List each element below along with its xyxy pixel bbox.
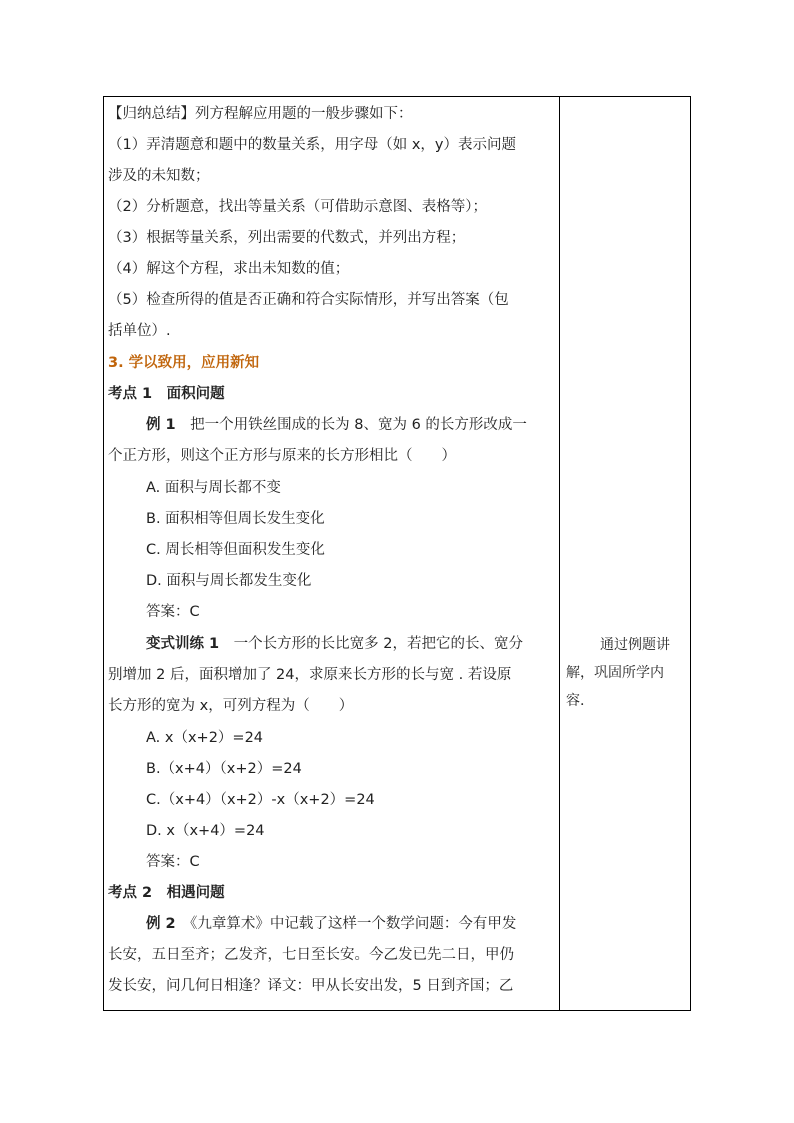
summary-step-3: （3）根据等量关系，列出需要的代数式，并列出方程； bbox=[108, 230, 466, 246]
example-1-line-a bbox=[146, 415, 527, 435]
summary-step-4: （4）解这个方程，求出未知数的值； bbox=[108, 261, 350, 277]
point-2-heading: 考点 2 相遇问题 bbox=[108, 885, 225, 901]
example-1-label: 例 1 bbox=[146, 417, 176, 433]
side-note-line-1: 通过例题讲 bbox=[600, 637, 670, 653]
summary-step-2: （2）分析题意，找出等量关系（可借助示意图、表格等）； bbox=[108, 199, 487, 215]
example-2-label: 例 2 bbox=[146, 916, 176, 932]
variant-1-label: 变式训练 1 bbox=[146, 636, 220, 652]
point-1-heading: 考点 1 面积问题 bbox=[108, 386, 225, 402]
summary-step-5b: 括单位）. bbox=[108, 323, 171, 339]
example-2-line-a bbox=[146, 914, 516, 934]
variant-1-option-a: A. x（x+2）=24 bbox=[146, 730, 264, 746]
example-1-text-a: 把一个用铁丝围成的长为 8、宽为 6 的长方形改成一 bbox=[175, 417, 527, 433]
example-1-option-a: A. 面积与周长都不变 bbox=[146, 480, 281, 496]
example-1-option-b: B. 面积相等但周长发生变化 bbox=[146, 511, 325, 527]
variant-1-option-c: C.（x+4）（x+2）-x（x+2）=24 bbox=[146, 792, 375, 808]
lesson-table bbox=[103, 96, 691, 1011]
variant-1-text-a: 一个长方形的长比宽多 2，若把它的长、宽分 bbox=[219, 636, 523, 652]
summary-step-1a: （1）弄清题意和题中的数量关系，用字母（如 x，y）表示问题 bbox=[108, 137, 516, 153]
variant-1-line-b: 别增加 2 后，面积增加了 24，求原来长方形的长与宽 . 若设原 bbox=[108, 667, 512, 683]
example-2-line-c: 发长安，问几何日相逢？译文：甲从长安出发，5 日到齐国；乙 bbox=[108, 978, 514, 994]
example-1-option-d: D. 面积与周长都发生变化 bbox=[146, 573, 312, 589]
example-2-line-b: 长安，五日至齐；乙发齐，七日至长安。今乙发已先二日，甲仍 bbox=[108, 947, 514, 963]
variant-1-line-a bbox=[146, 634, 523, 654]
example-2-text-a: 《九章算术》中记载了这样一个数学问题：今有甲发 bbox=[175, 916, 517, 932]
section-3-heading: 3. 学以致用，应用新知 bbox=[108, 355, 260, 371]
example-1-option-c: C. 周长相等但面积发生变化 bbox=[146, 542, 325, 558]
column-divider bbox=[559, 97, 560, 1010]
summary-title: 【归纳总结】列方程解应用题的一般步骤如下： bbox=[108, 106, 413, 122]
variant-1-answer: 答案：C bbox=[146, 854, 200, 870]
example-1-line-b: 个正方形，则这个正方形与原来的长方形相比（ ） bbox=[108, 448, 456, 464]
variant-1-line-c: 长方形的宽为 x，可列方程为（ ） bbox=[108, 698, 354, 714]
summary-step-1b: 涉及的未知数； bbox=[108, 168, 210, 184]
side-note-line-3: 容. bbox=[566, 693, 585, 709]
variant-1-option-b: B.（x+4）（x+2）=24 bbox=[146, 761, 302, 777]
side-note-line-2: 解，巩固所学内 bbox=[566, 665, 664, 681]
variant-1-option-d: D. x（x+4）=24 bbox=[146, 823, 265, 839]
example-1-answer: 答案：C bbox=[146, 604, 200, 620]
summary-step-5a: （5）检查所得的值是否正确和符合实际情形，并写出答案（包 bbox=[108, 292, 509, 308]
